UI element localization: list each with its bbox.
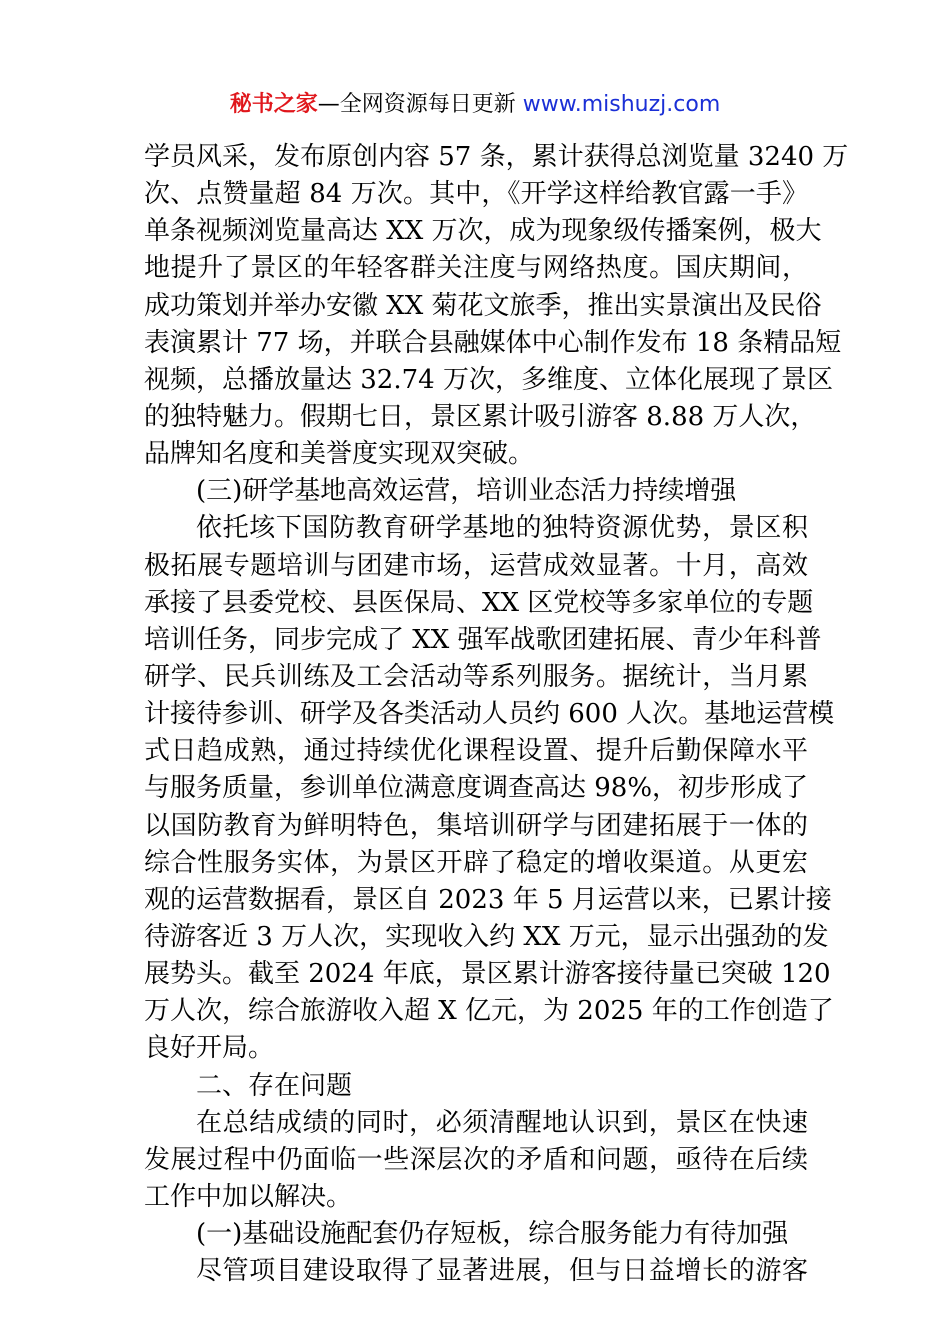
paragraph-line: 观的运营数据看，景区自 2023 年 5 月运营以来，已累计接 [144, 884, 832, 915]
paragraph-line: 以国防教育为鲜明特色，集培训研学与团建拓展于一体的 [144, 810, 808, 841]
document-body [144, 139, 849, 1290]
section-heading: 二、存在问题 [196, 1070, 353, 1101]
paragraph-line: 展势头。截至 2024 年底，景区累计游客接待量已突破 120 [144, 959, 831, 990]
paragraph-line: 地提升了景区的年轻客群关注度与网络热度。国庆期间， [144, 253, 808, 284]
paragraph-line: 良好开局。 [144, 1033, 275, 1064]
paragraph-line: 与服务质量，参训单位满意度调查高达 98%，初步形成了 [144, 773, 809, 804]
paragraph-line: 依托垓下国防教育研学基地的独特资源优势，景区积 [196, 513, 808, 544]
section-heading: (一)基础设施配套仍存短板，综合服务能力有待加强 [196, 1219, 789, 1250]
section-heading: (三)研学基地高效运营，培训业态活力持续增强 [196, 476, 737, 507]
paragraph-line: 综合性服务实体，为景区开辟了稳定的增收渠道。从更宏 [144, 847, 808, 878]
site-url-link[interactable]: www.mishuzj.com [522, 92, 721, 117]
paragraph-line: 在总结成绩的同时，必须清醒地认识到，景区在快速 [196, 1107, 808, 1138]
paragraph-line: 研学、民兵训练及工会活动等系列服务。据统计，当月累 [144, 661, 808, 692]
paragraph-line: 承接了县委党校、县医保局、XX 区党校等多家单位的专题 [144, 587, 814, 618]
paragraph-line: 万人次，综合旅游收入超 X 亿元，为 2025 年的工作创造了 [144, 996, 834, 1027]
paragraph-line: 计接待参训、研学及各类活动人员约 600 人次。基地运营模 [144, 699, 835, 730]
brand-name: 秘书之家 [229, 92, 318, 117]
paragraph-line: 次、点赞量超 84 万次。其中，《开学这样给教官露一手》 [144, 179, 808, 210]
paragraph-line: 品牌知名度和美誉度实现双突破。 [144, 439, 535, 470]
paragraph-line: 的独特魅力。假期七日，景区累计吸引游客 8.88 万人次， [144, 401, 817, 432]
paragraph-line: 单条视频浏览量高达 XX 万次，成为现象级传播案例，极大 [144, 216, 822, 247]
paragraph-line: 工作中加以解决。 [144, 1181, 353, 1212]
page-header [0, 88, 950, 122]
header-tagline: —全网资源每日更新 [317, 92, 523, 117]
paragraph-line: 视频，总播放量达 32.74 万次，多维度、立体化展现了景区 [144, 364, 833, 395]
paragraph-line: 待游客近 3 万人次，实现收入约 XX 万元，显示出强劲的发 [144, 921, 829, 952]
paragraph-line: 式日趋成熟，通过持续优化课程设置、提升后勤保障水平 [144, 736, 808, 767]
paragraph-line: 培训任务，同步完成了 XX 强军战歌团建拓展、青少年科普 [144, 624, 822, 655]
paragraph-line: 成功策划并举办安徽 XX 菊花文旅季，推出实景演出及民俗 [144, 290, 822, 321]
paragraph-line: 发展过程中仍面临一些深层次的矛盾和问题，亟待在后续 [144, 1144, 808, 1175]
paragraph-line: 极拓展专题培训与团建市场，运营成效显著。十月，高效 [144, 550, 808, 581]
paragraph-line: 尽管项目建设取得了显著进展，但与日益增长的游客 [196, 1256, 808, 1287]
paragraph-line: 学员风采，发布原创内容 57 条，累计获得总浏览量 3240 万 [144, 142, 849, 172]
paragraph-line: 表演累计 77 场，并联合县融媒体中心制作发布 18 条精品短 [144, 327, 842, 358]
